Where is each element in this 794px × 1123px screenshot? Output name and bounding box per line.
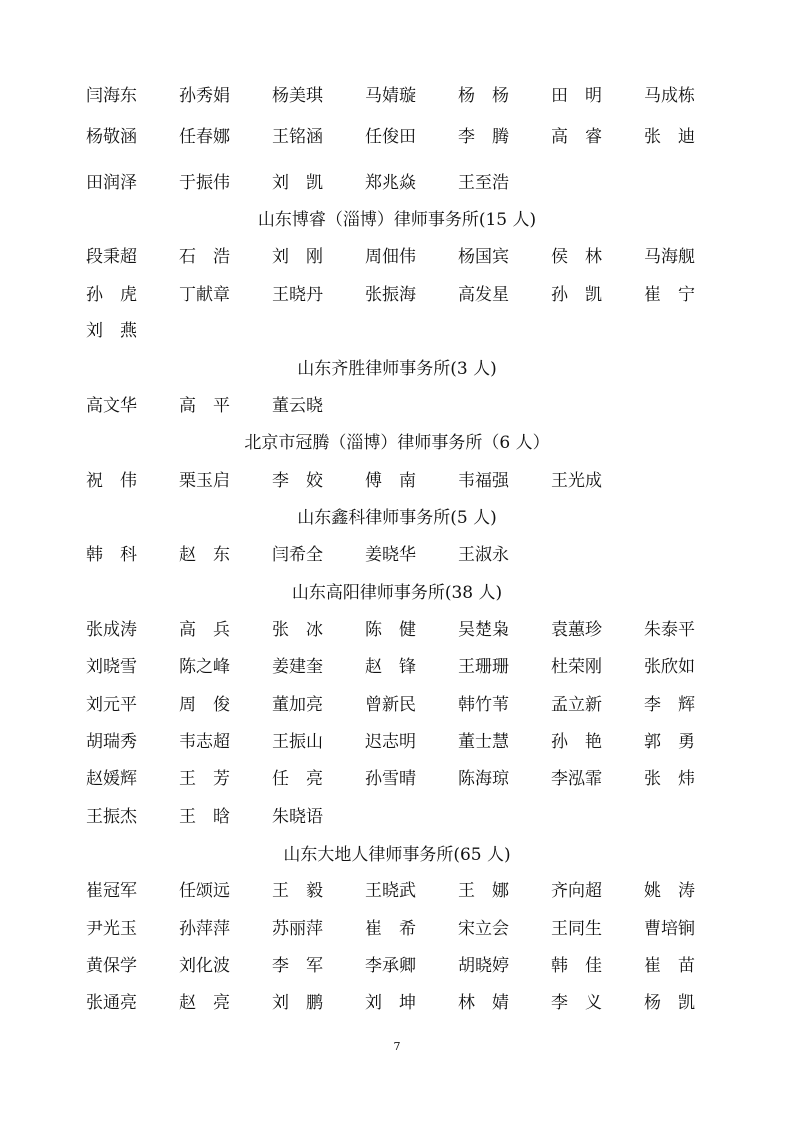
name-cell: 张成涛	[86, 620, 137, 640]
name-cell: 任春娜	[179, 127, 230, 147]
name-cell: 李泓霏	[551, 769, 602, 789]
name-cell: 王光成	[551, 471, 602, 491]
name-cell: 田润泽	[86, 173, 137, 193]
name-cell: 李 辉	[644, 695, 695, 715]
name-cell: 黄保学	[86, 956, 137, 976]
name-cell: 孙秀娟	[179, 86, 230, 106]
name-cell: 韩 佳	[551, 956, 602, 976]
name-cell: 陈海琼	[458, 769, 509, 789]
name-cell: 董云晓	[272, 396, 323, 416]
name-cell: 高 平	[179, 396, 230, 416]
name-cell: 崔 宁	[644, 285, 695, 305]
name-cell: 迟志明	[365, 732, 416, 752]
name-cell: 闫希全	[272, 545, 323, 565]
name-cell: 王 晗	[179, 807, 230, 827]
name-cell: 韩 科	[86, 545, 137, 565]
name-cell: 齐向超	[551, 881, 602, 901]
name-cell: 林 婧	[458, 993, 509, 1013]
name-cell: 王振山	[272, 732, 323, 752]
name-cell: 杜荣刚	[551, 657, 602, 677]
name-cell: 祝 伟	[86, 471, 137, 491]
name-cell: 田 明	[551, 86, 602, 106]
name-cell: 侯 林	[551, 247, 602, 267]
name-cell: 任 亮	[272, 769, 323, 789]
name-cell: 张 冰	[272, 620, 323, 640]
name-cell: 吴楚枭	[458, 620, 509, 640]
name-cell: 朱晓语	[272, 807, 323, 827]
name-cell: 于振伟	[179, 173, 230, 193]
firm-heading: 山东齐胜律师事务所(3 人)	[297, 359, 497, 379]
name-cell: 孙 凯	[551, 285, 602, 305]
name-cell: 王 芳	[179, 769, 230, 789]
name-cell: 刘元平	[86, 695, 137, 715]
name-cell: 刘 刚	[272, 247, 323, 267]
name-cell: 王 毅	[272, 881, 323, 901]
name-cell: 曾新民	[365, 695, 416, 715]
name-cell: 韩竹苇	[458, 695, 509, 715]
firm-heading: 山东博睿（淄博）律师事务所(15 人)	[257, 210, 537, 230]
name-cell: 王 娜	[458, 881, 509, 901]
name-cell: 杨国宾	[458, 247, 509, 267]
name-cell: 李承卿	[365, 956, 416, 976]
firm-heading: 山东高阳律师事务所(38 人)	[291, 583, 503, 603]
name-cell: 赵 东	[179, 545, 230, 565]
name-cell: 栗玉启	[179, 471, 230, 491]
name-cell: 孙萍萍	[179, 919, 230, 939]
name-cell: 王珊珊	[458, 657, 509, 677]
firm-heading: 山东大地人律师事务所(65 人)	[283, 845, 511, 865]
name-cell: 孙雪晴	[365, 769, 416, 789]
name-cell: 闫海东	[86, 86, 137, 106]
name-cell: 马婧璇	[365, 86, 416, 106]
name-cell: 崔 苗	[644, 956, 695, 976]
name-cell: 杨 杨	[458, 86, 509, 106]
name-cell: 胡晓婷	[458, 956, 509, 976]
name-cell: 王淑永	[458, 545, 509, 565]
name-cell: 王至浩	[458, 173, 509, 193]
name-cell: 张通亮	[86, 993, 137, 1013]
name-cell: 朱泰平	[644, 620, 695, 640]
name-cell: 张振海	[365, 285, 416, 305]
name-cell: 李 军	[272, 956, 323, 976]
name-cell: 王铭涵	[272, 127, 323, 147]
name-cell: 李 姣	[272, 471, 323, 491]
firm-heading: 北京市冠腾（淄博）律师事务所（6 人）	[244, 433, 550, 453]
name-cell: 李 义	[551, 993, 602, 1013]
name-cell: 石 浩	[179, 247, 230, 267]
name-cell: 孟立新	[551, 695, 602, 715]
name-cell: 傅 南	[365, 471, 416, 491]
name-cell: 张 炜	[644, 769, 695, 789]
name-cell: 马海舰	[644, 247, 695, 267]
name-cell: 丁献章	[179, 285, 230, 305]
name-cell: 高 兵	[179, 620, 230, 640]
name-cell: 刘 燕	[86, 321, 137, 341]
name-cell: 陈之峰	[179, 657, 230, 677]
name-cell: 姚 涛	[644, 881, 695, 901]
name-cell: 崔冠军	[86, 881, 137, 901]
name-cell: 陈 健	[365, 620, 416, 640]
name-cell: 任俊田	[365, 127, 416, 147]
name-cell: 王同生	[551, 919, 602, 939]
name-cell: 高文华	[86, 396, 137, 416]
name-cell: 苏丽萍	[272, 919, 323, 939]
name-cell: 刘 凯	[272, 173, 323, 193]
name-cell: 胡瑞秀	[86, 732, 137, 752]
name-cell: 李 腾	[458, 127, 509, 147]
name-cell: 董加亮	[272, 695, 323, 715]
name-cell: 韦志超	[179, 732, 230, 752]
name-cell: 刘晓雪	[86, 657, 137, 677]
name-cell: 郭 勇	[644, 732, 695, 752]
name-cell: 周佃伟	[365, 247, 416, 267]
name-cell: 张欣如	[644, 657, 695, 677]
name-cell: 高 睿	[551, 127, 602, 147]
name-cell: 孙 虎	[86, 285, 137, 305]
name-cell: 董士慧	[458, 732, 509, 752]
name-cell: 王振杰	[86, 807, 137, 827]
name-cell: 孙 艳	[551, 732, 602, 752]
name-cell: 姜晓华	[365, 545, 416, 565]
name-cell: 曹培锏	[644, 919, 695, 939]
name-cell: 崔 希	[365, 919, 416, 939]
name-cell: 刘 鹏	[272, 993, 323, 1013]
name-cell: 尹光玉	[86, 919, 137, 939]
name-cell: 马成栋	[644, 86, 695, 106]
name-cell: 任颂远	[179, 881, 230, 901]
name-cell: 张 迪	[644, 127, 695, 147]
name-cell: 段秉超	[86, 247, 137, 267]
name-cell: 赵 亮	[179, 993, 230, 1013]
name-cell: 周 俊	[179, 695, 230, 715]
name-cell: 韦福强	[458, 471, 509, 491]
name-cell: 赵媛辉	[86, 769, 137, 789]
name-cell: 杨敬涵	[86, 127, 137, 147]
name-cell: 袁蕙珍	[551, 620, 602, 640]
name-cell: 杨 凯	[644, 993, 695, 1013]
name-cell: 姜建奎	[272, 657, 323, 677]
firm-heading: 山东鑫科律师事务所(5 人)	[297, 508, 497, 528]
name-cell: 赵 锋	[365, 657, 416, 677]
name-cell: 王晓武	[365, 881, 416, 901]
name-cell: 刘化波	[179, 956, 230, 976]
name-cell: 王晓丹	[272, 285, 323, 305]
name-cell: 刘 坤	[365, 993, 416, 1013]
name-cell: 杨美琪	[272, 86, 323, 106]
page-number: 7	[393, 1040, 401, 1053]
name-cell: 高发星	[458, 285, 509, 305]
name-cell: 宋立会	[458, 919, 509, 939]
name-cell: 郑兆焱	[365, 173, 416, 193]
